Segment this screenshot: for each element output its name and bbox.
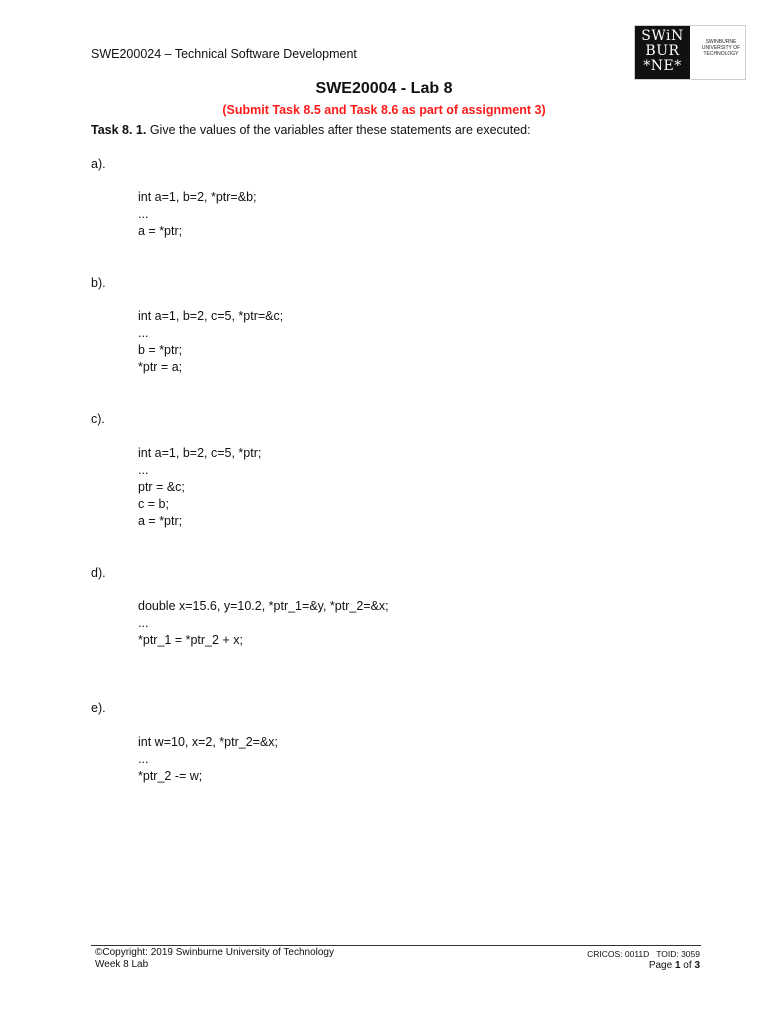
task-intro (91, 123, 531, 137)
document-title: SWE20004 - Lab 8 (315, 80, 453, 97)
part-c-label: c). (91, 412, 105, 426)
task-label: Task 8. 1. (91, 123, 147, 137)
week-label: Week 8 Lab (95, 959, 149, 970)
part-a-code (138, 189, 257, 240)
code-line: ptr = &c; (138, 480, 185, 494)
part-b-code (138, 308, 283, 376)
course-header: SWE200024 – Technical Software Development (91, 47, 357, 61)
code-line: *ptr_1 = *ptr_2 + x; (138, 633, 243, 647)
submission-note: (Submit Task 8.5 and Task 8.6 as part of assignment 3) (222, 103, 546, 117)
part-d-code (138, 598, 389, 649)
footer-divider (91, 945, 701, 946)
logo-wordmark: SWiN BUR *NE* (635, 26, 690, 79)
logo-caption: SWINBURNE UNIVERSITY OF TECHNOLOGY (701, 39, 741, 57)
part-d-label: d). (91, 566, 106, 580)
part-b-label: b). (91, 276, 106, 290)
code-line: a = *ptr; (138, 514, 183, 528)
swinburne-logo (634, 25, 746, 80)
code-line: ... (138, 207, 149, 221)
code-line: int a=1, b=2, *ptr=&b; (138, 190, 257, 204)
task-text: Give the values of the variables after these statements are executed: (146, 123, 531, 137)
page-number: Page 1 of 3 (648, 960, 700, 971)
code-line: int a=1, b=2, c=5, *ptr; (138, 446, 262, 460)
code-line: b = *ptr; (138, 343, 183, 357)
code-line: double x=15.6, y=10.2, *ptr_1=&y, *ptr_2=&x; (138, 599, 389, 613)
copyright-text: ©Copyright: 2019 Swinburne University of Technology (95, 947, 334, 958)
part-e-code (138, 734, 278, 785)
code-line: c = b; (138, 497, 169, 511)
footer-left (95, 947, 334, 971)
part-a-label: a). (91, 157, 106, 171)
code-line: ... (138, 463, 149, 477)
code-line: int w=10, x=2, *ptr_2=&x; (138, 735, 279, 749)
footer-right (587, 948, 700, 972)
code-line: *ptr_2 -= w; (138, 769, 203, 783)
code-line: ... (138, 326, 149, 340)
cricos-text: CRICOS: 0011D TOID: 3059 (587, 949, 700, 959)
code-line: ... (138, 752, 149, 766)
code-line: ... (138, 616, 149, 630)
code-line: *ptr = a; (138, 360, 183, 374)
code-line: int a=1, b=2, c=5, *ptr=&c; (138, 309, 284, 323)
code-line: a = *ptr; (138, 224, 183, 238)
part-e-label: e). (91, 701, 106, 715)
part-c-code (138, 445, 261, 530)
